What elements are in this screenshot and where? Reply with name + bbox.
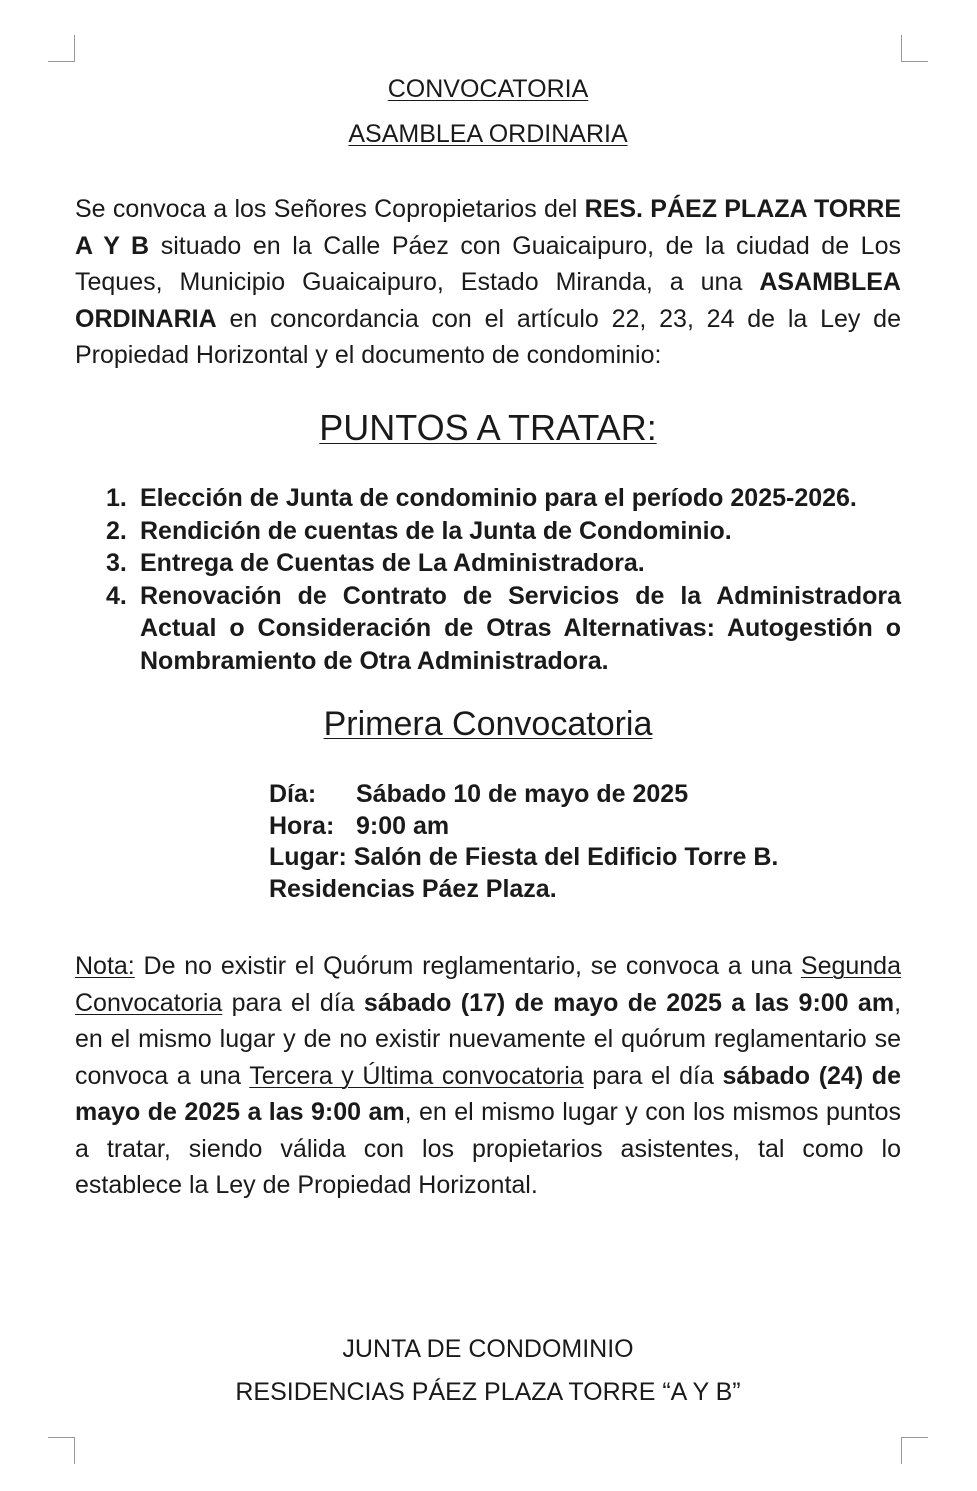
crop-mark-top-right: [901, 35, 928, 62]
time-value: 9:00 am: [356, 811, 450, 840]
title-text: CONVOCATORIA: [387, 75, 589, 103]
day-value: Sábado 10 de mayo de 2025: [356, 780, 689, 808]
place-value: Salón de Fiesta del Edificio Torre B.: [353, 843, 779, 871]
place-value-line2: Residencias Páez Plaza.: [269, 874, 557, 903]
first-call-heading: [75, 702, 901, 746]
intro-text-2: situado en la Calle Páez con Guaicaipuro, de la ciudad de Los Teques, Municipio Guaicaipuro, Estado Miranda, a una: [75, 231, 901, 296]
item-number: 2.: [106, 516, 127, 545]
first-call-details: [269, 779, 778, 905]
crop-mark-bottom-right: [901, 1437, 928, 1464]
signature-line-2: RESIDENCIAS PÁEZ PLAZA TORRE “A Y B”: [235, 1378, 741, 1406]
third-call-date: sábado (24) de mayo de 2025 a las 9:00 am: [75, 1061, 901, 1126]
place-row: [269, 842, 778, 874]
item-number: 3.: [106, 549, 127, 577]
item-text: Entrega de Cuentas de La Administradora.: [140, 549, 645, 577]
note-text-1: De no existir el Quórum reglamentario, se convoca a una: [134, 952, 801, 980]
assembly-type: ASAMBLEA ORDINARIA: [75, 268, 901, 333]
place-label: Lugar:: [269, 843, 347, 871]
crop-mark-bottom-left: [48, 1437, 75, 1464]
document-title: [75, 72, 901, 106]
time-row: [269, 811, 778, 843]
subtitle-text: ASAMBLEA ORDINARIA: [348, 120, 628, 148]
first-call-heading-text: Primera Convocatoria: [323, 705, 653, 743]
list-item: [75, 547, 901, 580]
item-number: 4.: [106, 581, 127, 610]
note-text-2: para el día: [222, 988, 364, 1017]
day-label: Día:: [269, 780, 317, 808]
building-name: RES. PÁEZ PLAZA TORRE A Y B: [75, 195, 901, 260]
intro-paragraph: [75, 191, 901, 374]
third-call-label: Tercera y Última convocatoria: [249, 1061, 584, 1090]
note-text-5: , en el mismo lugar y con los mismos puntos a tratar, siendo válida con los propietarios asistentes, tal como lo establece la Ley de Propiedad Horizontal.: [75, 1098, 902, 1199]
day-row: [269, 779, 778, 811]
list-item: [75, 482, 901, 515]
agenda-heading: [75, 405, 901, 451]
second-call-date: sábado (17) de mayo de 2025 a las 9:00 am: [363, 988, 895, 1017]
signature-line-1: JUNTA DE CONDOMINIO: [342, 1335, 634, 1363]
note-text-3: , en el mismo lugar y de no existir nuevamente el quórum reglamentario se convoca a una: [75, 988, 902, 1090]
agenda-heading-text: PUNTOS A TRATAR:: [319, 407, 657, 448]
intro-text-3: en concordancia con el artículo 22, 23, 24 de la Ley de Propiedad Horizontal y el documento de condominio:: [75, 304, 901, 369]
note-label: Nota:: [75, 952, 135, 980]
note-paragraph: [75, 948, 901, 1204]
time-label: Hora:: [269, 811, 335, 840]
item-text: Elección de Junta de condominio para el período 2025-2026.: [140, 484, 857, 512]
document-subtitle: [75, 117, 901, 151]
crop-mark-top-left: [48, 35, 75, 62]
item-number: 1.: [106, 484, 127, 512]
place-row-2: [269, 874, 778, 906]
list-item: [75, 580, 901, 678]
second-call-label: Segunda Convocatoria: [75, 952, 901, 1017]
item-text: Rendición de cuentas de la Junta de Condominio.: [140, 516, 732, 545]
note-text-4: para el día: [583, 1061, 723, 1090]
agenda-list: [75, 482, 901, 677]
item-text: Renovación de Contrato de Servicios de la Administradora Actual o Consideración de Otras Alternativas: Autogestión o Nombramiento de Otra Administradora.: [140, 581, 901, 675]
list-item: [75, 515, 901, 548]
intro-text-1: Se convoca a los Señores Copropietarios del: [75, 195, 585, 223]
